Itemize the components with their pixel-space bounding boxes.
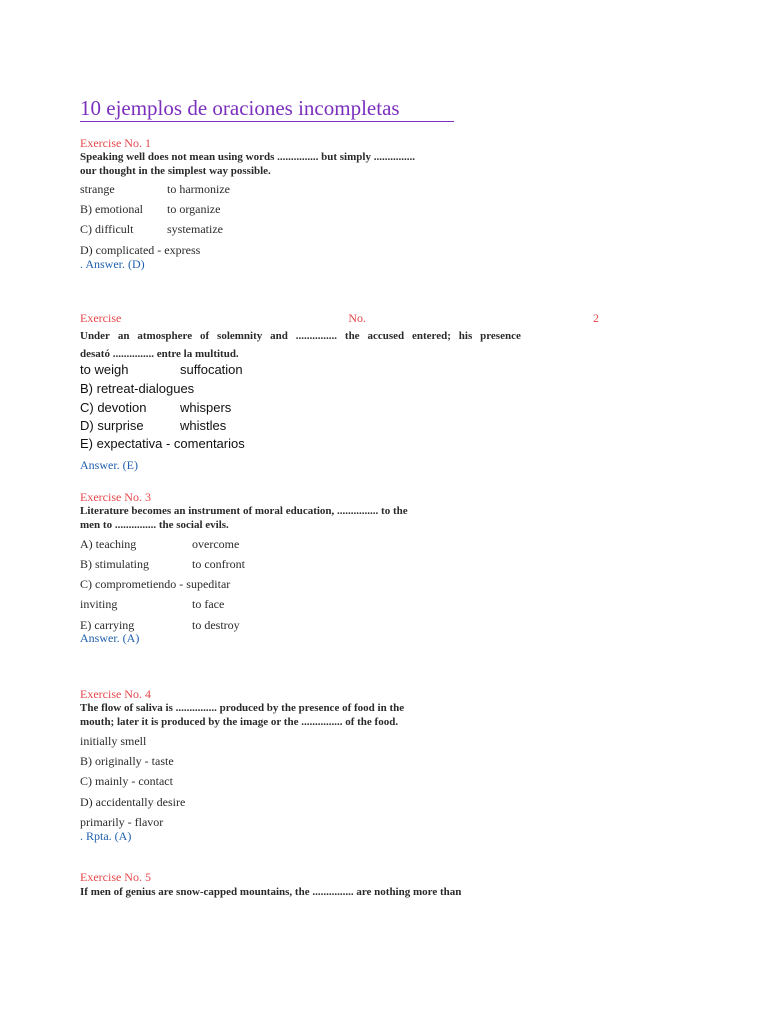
option-text-second: to organize <box>167 202 221 216</box>
option-text-second: overcome <box>192 537 240 551</box>
question-word: presence <box>480 330 521 342</box>
exercise-4-option-b <box>80 754 174 768</box>
option-text: C) mainly - contact <box>80 774 173 788</box>
question-word: accused <box>367 330 405 342</box>
exercise-2-option-b <box>80 382 194 396</box>
exercise-1-option-d <box>80 243 200 257</box>
option-text-second: to destroy <box>192 618 240 632</box>
exercise-2-option-e <box>80 437 245 451</box>
exercise-5-heading: Exercise No. 5 <box>80 870 151 884</box>
question-word: ............... <box>295 330 338 342</box>
exercise-4-option-c <box>80 774 173 788</box>
option-text: C) difficult <box>80 222 134 236</box>
option-text: D) complicated - express <box>80 243 201 257</box>
option-text-second: whistles <box>180 418 227 433</box>
exercise-2-option-c <box>80 400 232 415</box>
exercise-4-heading: Exercise No. 4 <box>80 687 151 701</box>
option-text: D) surprise <box>80 418 144 433</box>
option-text-second: to confront <box>192 557 245 571</box>
question-word: of <box>200 330 210 342</box>
exercise-1-heading: Exercise No. 1 <box>80 136 151 150</box>
question-word: the <box>344 330 360 342</box>
option-text: strange <box>80 182 115 196</box>
option-text: B) stimulating <box>80 557 149 571</box>
exercise-2-option-a <box>80 362 243 377</box>
exercise-3-option-e <box>80 618 240 632</box>
exercise-4-question-line-2: mouth; later it is produced by the image or the ............... of the food. <box>80 716 399 728</box>
question-word: Under <box>80 330 110 342</box>
option-text: C) devotion <box>80 400 147 415</box>
exercise-1-option-b <box>80 202 221 216</box>
question-word: solemnity <box>217 330 263 342</box>
option-text: C) comprometiendo - supeditar <box>80 577 231 591</box>
option-text: inviting <box>80 597 118 611</box>
heading-word: Exercise <box>80 311 122 325</box>
exercise-2-question-line-2: desató ............... entre la multitud. <box>80 348 239 360</box>
option-text: to weigh <box>80 362 129 377</box>
question-word: and <box>270 330 288 342</box>
option-text-second: suffocation <box>180 362 243 377</box>
option-text: E) expectativa - comentarios <box>80 436 245 451</box>
exercise-2-heading <box>80 311 599 325</box>
exercise-4-answer: . Rpta. (A) <box>80 829 132 843</box>
exercise-3-heading: Exercise No. 3 <box>80 490 151 504</box>
exercise-1-question-line-1: Speaking well does not mean using words ............... but simply ............... <box>80 151 415 163</box>
option-text: D) accidentally desire <box>80 795 186 809</box>
exercise-1-option-c <box>80 222 223 236</box>
option-text: initially smell <box>80 734 147 748</box>
option-text-second: to face <box>192 597 225 611</box>
option-text: A) teaching <box>80 537 137 551</box>
exercise-1-option-a <box>80 182 230 196</box>
question-word: an <box>117 330 130 342</box>
exercise-3-option-d <box>80 597 225 611</box>
option-text: primarily - flavor <box>80 815 164 829</box>
option-text-second: whispers <box>180 400 232 415</box>
exercise-3-option-b <box>80 557 245 571</box>
exercise-1-question-line-2: our thought in the simplest way possible. <box>80 165 271 177</box>
exercise-3-question-line-2: men to ............... the social evils. <box>80 519 229 531</box>
exercise-3-question-line-1: Literature becomes an instrument of moral education, ............... to the <box>80 505 408 517</box>
heading-word: 2 <box>592 311 599 325</box>
exercise-3-option-c <box>80 577 230 591</box>
option-text-second: systematize <box>167 222 223 236</box>
option-text: B) emotional <box>80 202 143 216</box>
heading-word: No. <box>348 311 366 325</box>
page-title: 10 ejemplos de oraciones incompletas <box>80 96 454 122</box>
option-text: B) originally - taste <box>80 754 174 768</box>
exercise-4-question-line-1: The flow of saliva is ............... produced by the presence of food in the <box>80 702 405 714</box>
exercise-3-option-a <box>80 537 240 551</box>
exercise-2-answer: Answer. (E) <box>80 458 138 472</box>
option-text: E) carrying <box>80 618 135 632</box>
question-word: atmosphere <box>137 330 193 342</box>
question-word: his <box>458 330 473 342</box>
exercise-2-option-d <box>80 418 227 433</box>
question-word: entered; <box>412 330 451 342</box>
exercise-5-question-line-1: If men of genius are snow-capped mountains, the ............... are nothing more than <box>80 886 462 898</box>
exercise-4-option-e <box>80 815 163 829</box>
option-text: B) retreat-dialogues <box>80 381 195 396</box>
exercise-4-option-d <box>80 795 185 809</box>
option-text-second: to harmonize <box>167 182 230 196</box>
exercise-1-answer: . Answer. (D) <box>80 257 145 271</box>
exercise-2-question-line-1 <box>80 329 521 343</box>
exercise-3-answer: Answer. (A) <box>80 631 140 645</box>
exercise-4-option-a <box>80 734 146 748</box>
